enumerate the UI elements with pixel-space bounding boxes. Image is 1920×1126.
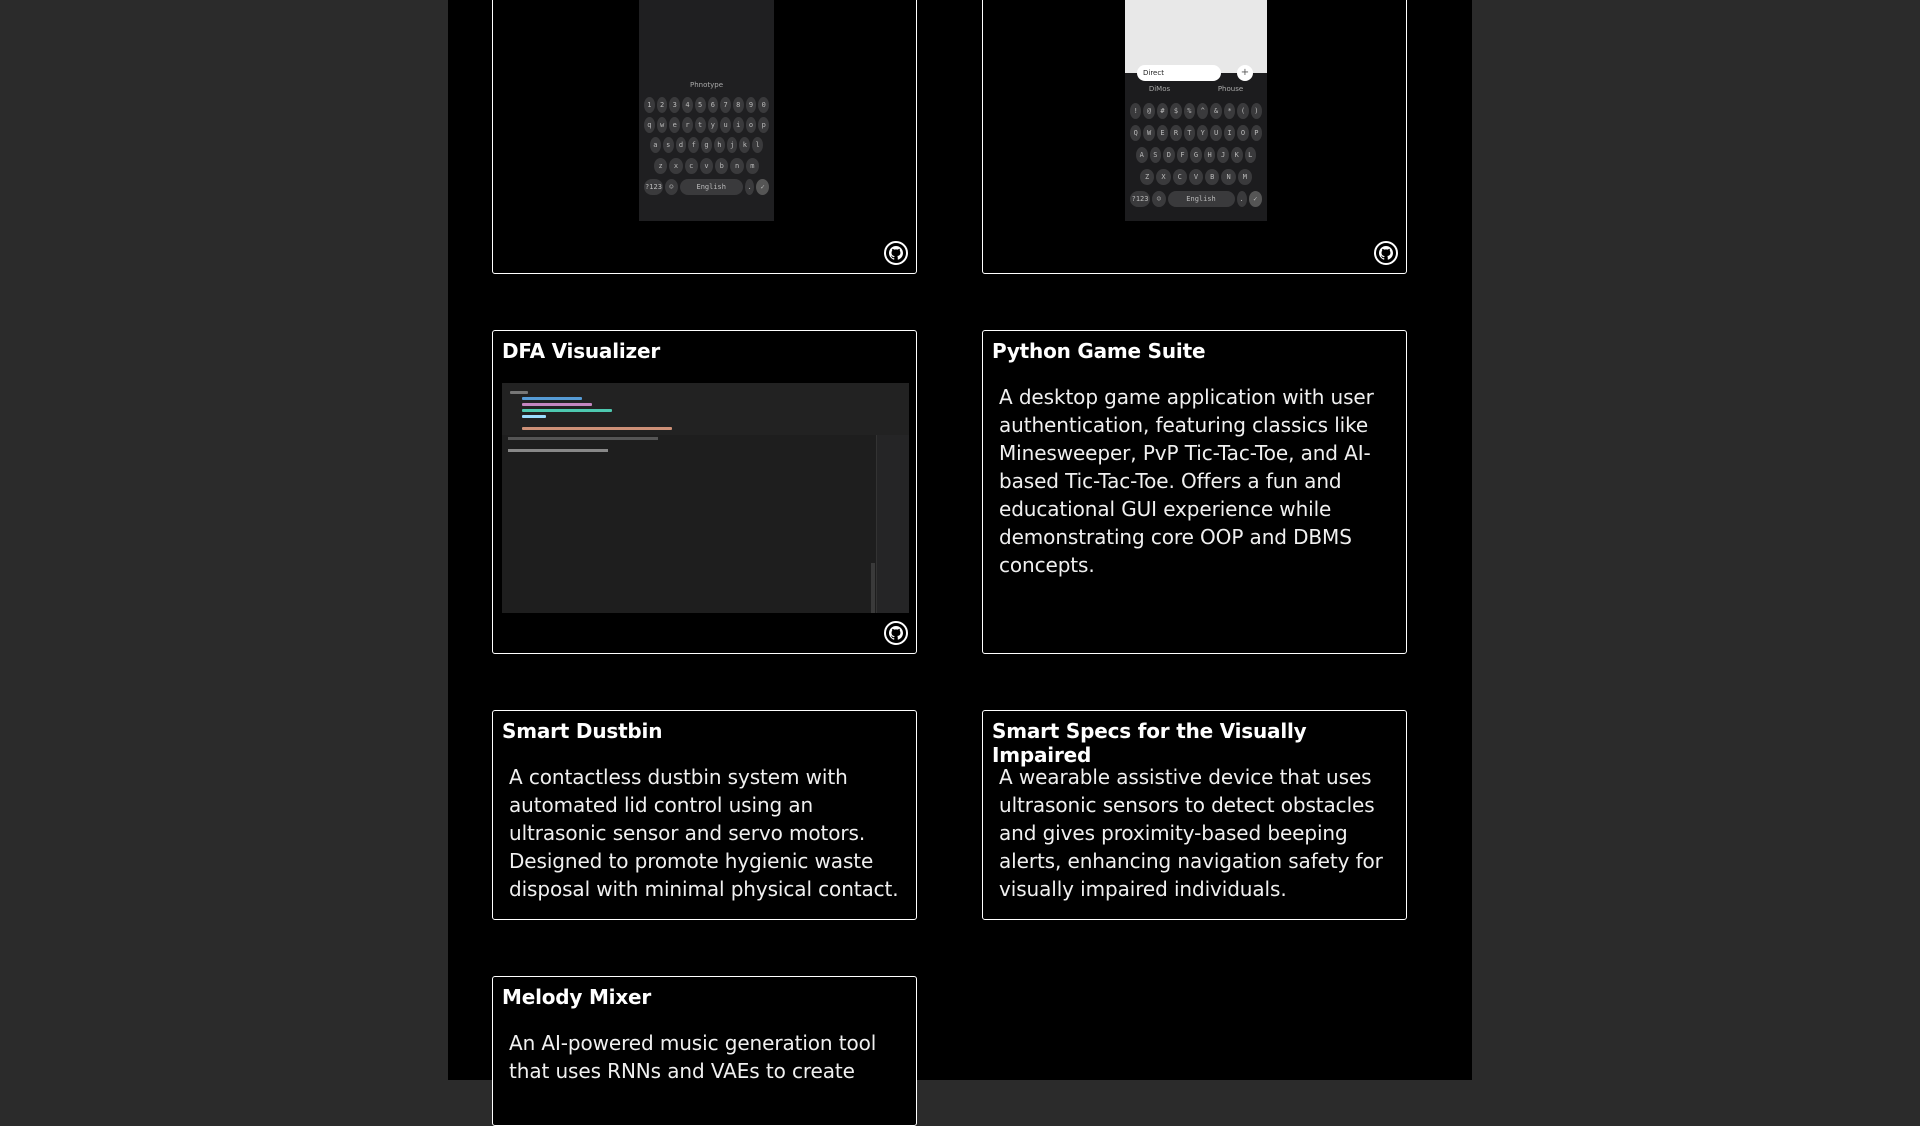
code-line <box>522 403 592 406</box>
project-title: Smart Specs for the Visually Impaired <box>992 719 1307 767</box>
suggestion-bar <box>639 81 774 93</box>
keyboard-key: f <box>688 137 699 153</box>
keyboard-key: a <box>650 137 661 153</box>
keyboard-key: 6 <box>708 97 719 113</box>
project-description: An AI-powered music generation tool that uses RNNs and VAEs to create <box>509 1031 877 1083</box>
key-emoji: ☺ <box>665 179 678 195</box>
keyboard-key: l <box>752 137 763 153</box>
scrollbar[interactable] <box>871 563 875 613</box>
keyboard-row-2 <box>1135 147 1257 163</box>
keyboard-key: g <box>701 137 712 153</box>
app-screen <box>1125 0 1267 73</box>
projects-column <box>448 0 1472 1083</box>
key-period: . <box>1237 191 1247 207</box>
keyboard-key: E <box>1157 125 1168 141</box>
project-card-dfa-visualizer <box>492 330 917 654</box>
github-icon[interactable] <box>884 241 908 265</box>
keyboard-key: N <box>1221 169 1235 185</box>
keyboard-key: F <box>1177 147 1189 163</box>
keyboard-key: d <box>676 137 687 153</box>
keyboard-key: o <box>746 117 757 133</box>
keyboard-key: U <box>1210 125 1221 141</box>
keyboard-row-1 <box>1129 125 1263 141</box>
keyboard-key: & <box>1210 103 1221 119</box>
keyboard-key: W <box>1143 125 1154 141</box>
keyboard-key: T <box>1184 125 1195 141</box>
keyboard-key: w <box>657 117 668 133</box>
keyboard-key: ( <box>1237 103 1248 119</box>
suggestion-bar <box>1125 85 1267 97</box>
keyboard-key: A <box>1136 147 1148 163</box>
project-title: DFA Visualizer <box>502 339 661 363</box>
key-123: ?123 <box>644 179 663 195</box>
keyboard-key: j <box>727 137 738 153</box>
keyboard-key: x <box>669 158 682 174</box>
keyboard-key: O <box>1237 125 1248 141</box>
project-card <box>492 0 917 274</box>
key-123: ?123 <box>1130 191 1150 207</box>
suggestion-2: Phouse <box>1217 85 1244 93</box>
keyboard-key: p <box>758 117 769 133</box>
keyboard-key: $ <box>1170 103 1181 119</box>
code-area <box>502 383 909 435</box>
keyboard-key: z <box>654 158 667 174</box>
keyboard-key: 9 <box>746 97 757 113</box>
keyboard-key: ^ <box>1197 103 1208 119</box>
project-card <box>982 0 1407 274</box>
keyboard-key: M <box>1238 169 1252 185</box>
keyboard-key: 3 <box>669 97 680 113</box>
key-enter: ✓ <box>1249 191 1262 207</box>
project-card-smart-dustbin <box>492 710 917 920</box>
keyboard-row-bottom <box>643 179 770 195</box>
project-description: A desktop game application with user authentication, featuring classics like Minesweeper, PvP Tic-Tac-Toe, and AI-based Tic-Tac-Toe. Offers a fun and educational GUI experience while demonstrating core OOP and DBMS concepts. <box>999 385 1374 577</box>
keyboard-key: s <box>663 137 674 153</box>
keyboard-row-numbers <box>643 97 770 113</box>
keyboard-key: P <box>1251 125 1262 141</box>
keyboard-key: B <box>1205 169 1219 185</box>
keyboard-key: 2 <box>657 97 668 113</box>
keyboard-key: G <box>1190 147 1202 163</box>
keyboard-key: r <box>682 117 693 133</box>
key-enter: ✓ <box>756 179 769 195</box>
keyboard-key: X <box>1156 169 1170 185</box>
keyboard-key: m <box>746 158 759 174</box>
project-card-melody-mixer <box>492 976 917 1126</box>
send-button[interactable]: + <box>1237 65 1253 81</box>
keyboard-key: % <box>1184 103 1195 119</box>
project-description: A contactless dustbin system with automated lid control using an ultrasonic sensor and servo motors. Designed to promote hygienic waste disposal with minimal physical contact. <box>509 765 899 901</box>
keyboard-key: y <box>708 117 719 133</box>
keyboard-key: L <box>1245 147 1257 163</box>
keyboard-key: q <box>644 117 655 133</box>
keyboard-row-1 <box>643 117 770 133</box>
message-input[interactable] <box>1137 65 1221 81</box>
keyboard-key: D <box>1163 147 1175 163</box>
keyboard-key: I <box>1224 125 1235 141</box>
keyboard-key: Q <box>1130 125 1141 141</box>
github-icon[interactable] <box>884 621 908 645</box>
project-description: A wearable assistive device that uses ultrasonic sensors to detect obstacles and gives proximity-based beeping alerts, enhancing navigation safety for visually impaired individuals. <box>999 765 1383 901</box>
keyboard-key: u <box>720 117 731 133</box>
code-line <box>510 391 528 394</box>
keyboard-key: 4 <box>682 97 693 113</box>
key-emoji: ☺ <box>1152 191 1165 207</box>
terminal-prompt <box>508 449 608 452</box>
keyboard-key: # <box>1157 103 1168 119</box>
keyboard-key: n <box>730 158 743 174</box>
keyboard-row-bottom <box>1129 191 1263 207</box>
keyboard-row-3 <box>653 158 760 174</box>
project-screenshot <box>502 383 909 613</box>
keyboard-key: V <box>1189 169 1203 185</box>
keyboard-key: 7 <box>720 97 731 113</box>
keyboard-key: S <box>1150 147 1162 163</box>
keyboard-key: C <box>1173 169 1187 185</box>
keyboard-key: 8 <box>733 97 744 113</box>
keyboard-key: @ <box>1143 103 1154 119</box>
keyboard-key: ! <box>1130 103 1141 119</box>
github-icon[interactable] <box>1374 241 1398 265</box>
project-title: Python Game Suite <box>992 339 1206 363</box>
keyboard-key: * <box>1224 103 1235 119</box>
terminal-tabs <box>508 437 658 440</box>
keyboard-key: Z <box>1140 169 1154 185</box>
keyboard-key: J <box>1217 147 1229 163</box>
keyboard-key: Y <box>1197 125 1208 141</box>
project-card-python-game-suite <box>982 330 1407 654</box>
keyboard-key: c <box>685 158 698 174</box>
keyboard-row-3 <box>1139 169 1253 185</box>
keyboard-key: ) <box>1251 103 1262 119</box>
code-line <box>522 415 546 418</box>
key-period: . <box>745 179 754 195</box>
message-input-value: Direct <box>1143 69 1164 77</box>
keyboard-key: h <box>714 137 725 153</box>
side-panel <box>876 435 909 613</box>
project-card-smart-specs <box>982 710 1407 920</box>
keyboard-key: t <box>695 117 706 133</box>
project-screenshot <box>639 0 774 221</box>
keyboard-key: 5 <box>695 97 706 113</box>
keyboard-key: K <box>1231 147 1243 163</box>
suggestion-1: DiMos <box>1148 85 1171 93</box>
project-title: Melody Mixer <box>502 985 652 1009</box>
keyboard-key: e <box>669 117 680 133</box>
key-space: English <box>680 179 743 195</box>
suggestion-text: Phnotype <box>689 81 723 89</box>
keyboard-key: b <box>715 158 728 174</box>
project-screenshot <box>1125 0 1267 221</box>
code-line <box>522 427 672 430</box>
key-space: English <box>1168 191 1235 207</box>
code-line <box>522 397 582 400</box>
project-title: Smart Dustbin <box>502 719 663 743</box>
code-line <box>522 409 612 412</box>
keyboard-key: v <box>700 158 713 174</box>
keyboard-key: 1 <box>644 97 655 113</box>
keyboard-key: H <box>1204 147 1216 163</box>
keyboard-key: 0 <box>758 97 769 113</box>
keyboard-row-2 <box>649 137 764 153</box>
keyboard-key: R <box>1170 125 1181 141</box>
keyboard-row-symbols <box>1129 103 1263 119</box>
keyboard-key: i <box>733 117 744 133</box>
keyboard-key: k <box>739 137 750 153</box>
